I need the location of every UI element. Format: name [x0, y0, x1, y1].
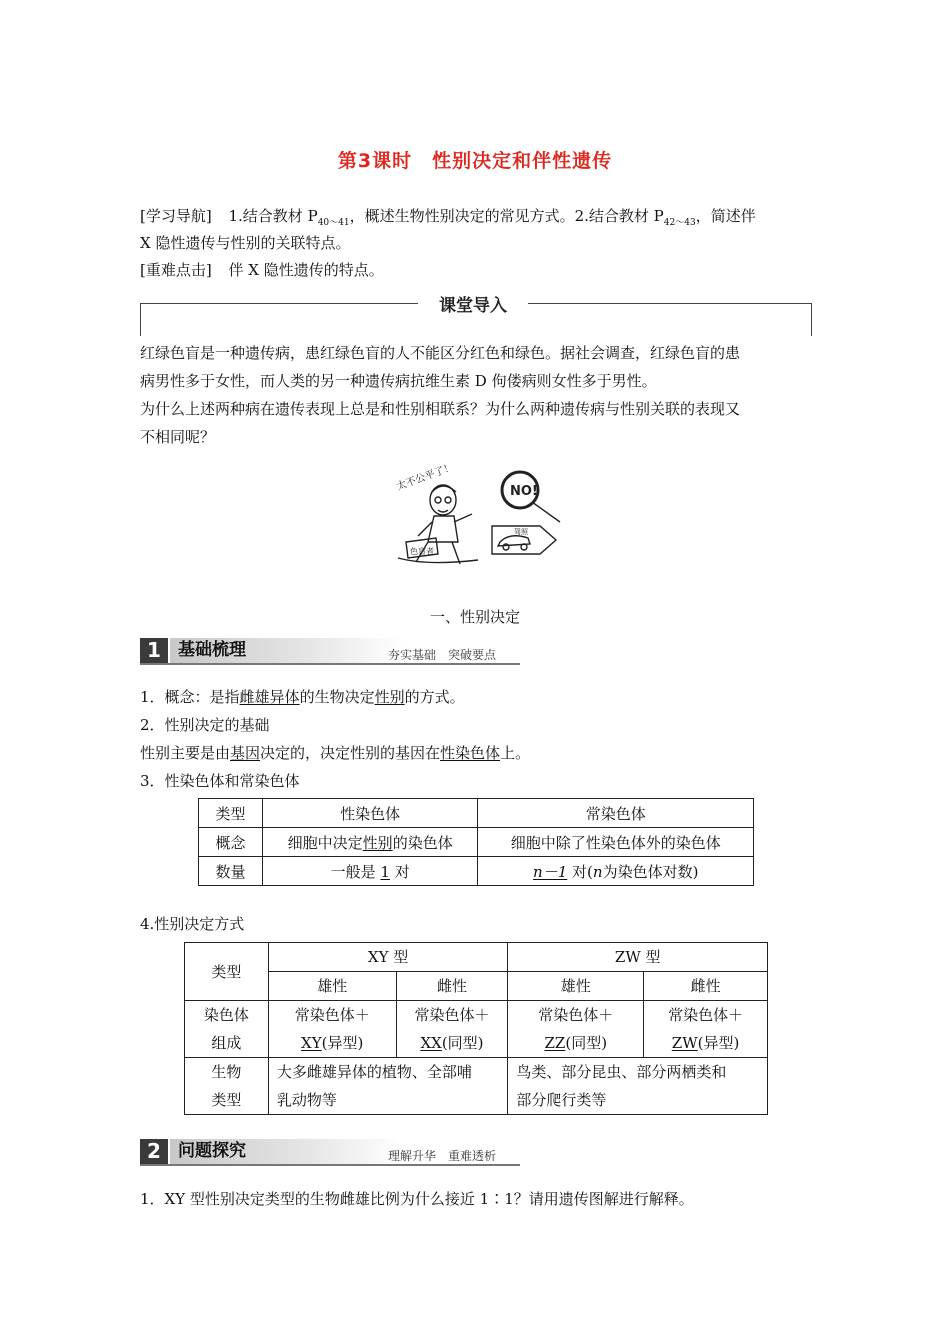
item-2-heading: 2．性别决定的基础: [140, 716, 270, 734]
key-points-label: [重难点击]: [140, 261, 212, 279]
learning-guide-line-2: X 隐性遗传与性别的关联特点。: [140, 234, 351, 252]
intro-paragraph-2a: 为什么上述两种病在遗传表现上总是和性别相联系？为什么两种遗传病与性别关联的表现又: [140, 400, 741, 418]
chromosome-table: [198, 798, 754, 886]
intro-paragraph-1a: 红绿色盲是一种遗传病，患红绿色盲的人不能区分红色和绿色。据社会调查，红绿色盲的患: [140, 344, 741, 362]
table-row: 雄性 雌性 雄性 雌性: [185, 972, 768, 1001]
item-3-heading: 3．性染色体和常染色体: [140, 772, 300, 790]
key-points-line: [重难点击] 伴 X 隐性遗传的特点。: [140, 261, 384, 279]
banner-number: 2: [140, 1139, 168, 1164]
cartoon-illustration: [388, 462, 564, 574]
banner-heading: 问题探究: [170, 1139, 404, 1164]
table-row: 类型 性染色体 常染色体: [199, 799, 754, 828]
intro-paragraph-1b: 病男性多于女性，而人类的另一种遗传病抗维生素 D 佝偻病则女性多于男性。: [140, 372, 657, 390]
intro-paragraph-2b: 不相同呢？: [140, 428, 216, 446]
sign-text-colorblind: 色盲者: [410, 547, 434, 556]
learning-guide-line-1: [学习导航] 1.结合教材 $P_{40\sim 41}$，概述生物性别决定的常见方式。2.结合教材 $P_{42\sim 43}$，简述伴: [140, 207, 756, 228]
banner-problem-exploration: [140, 1139, 520, 1167]
intro-heading: 课堂导入: [418, 291, 528, 316]
no-sign-text: NO!: [510, 484, 538, 499]
banner-rule: [140, 1164, 520, 1166]
speech-text: 太不公平了！: [395, 462, 456, 493]
item-2-body: 性别主要是由基因决定的，决定性别的基因在性染色体上。: [140, 744, 531, 762]
table-row: 染色体 组成 常染色体＋ XY(异型) 常染色体＋ XX(同型) 常染色体＋ ZZ(同型) 常染色体＋ ZW(异型): [185, 1001, 768, 1058]
banner-tagline: 理解升华 重难透析: [388, 1149, 497, 1163]
table-row: 概念 细胞中决定性别的染色体 细胞中除了性染色体外的染色体: [199, 828, 754, 857]
item-4-heading: 4.性别决定方式: [140, 915, 245, 933]
sex-determination-table: [184, 942, 768, 1115]
banner-heading: 基础梳理: [170, 638, 404, 663]
table-row: 生物 类型 大多雌雄异体的植物、全部哺 乳动物等 鸟类、部分昆虫、部分两栖类和 部分爬行类等: [185, 1058, 768, 1115]
table-row: 类型 XY 型 ZW 型: [185, 943, 768, 972]
page-title: 第3课时 性别决定和伴性遗传: [337, 150, 613, 172]
item-1-concept: 1．概念：是指雌雄异体的生物决定性别的方式。: [140, 688, 465, 706]
banner-tagline: 夯实基础 突破要点: [388, 648, 497, 662]
banner-number: 1: [140, 638, 168, 663]
table-row: 数量 一般是 1 对 n－1 对(n为染色体对数): [199, 857, 754, 886]
learning-guide-label: [学习导航]: [140, 207, 212, 225]
question-1: 1．XY 型性别决定类型的生物雌雄比例为什么接近 1∶1？请用遗传图解进行解释。: [140, 1190, 694, 1208]
sign-text-license: 驾照: [514, 528, 528, 536]
banner-basic-review: [140, 638, 520, 666]
banner-rule: [140, 663, 520, 665]
section-heading-sex-determination: 一、性别决定: [429, 608, 520, 626]
